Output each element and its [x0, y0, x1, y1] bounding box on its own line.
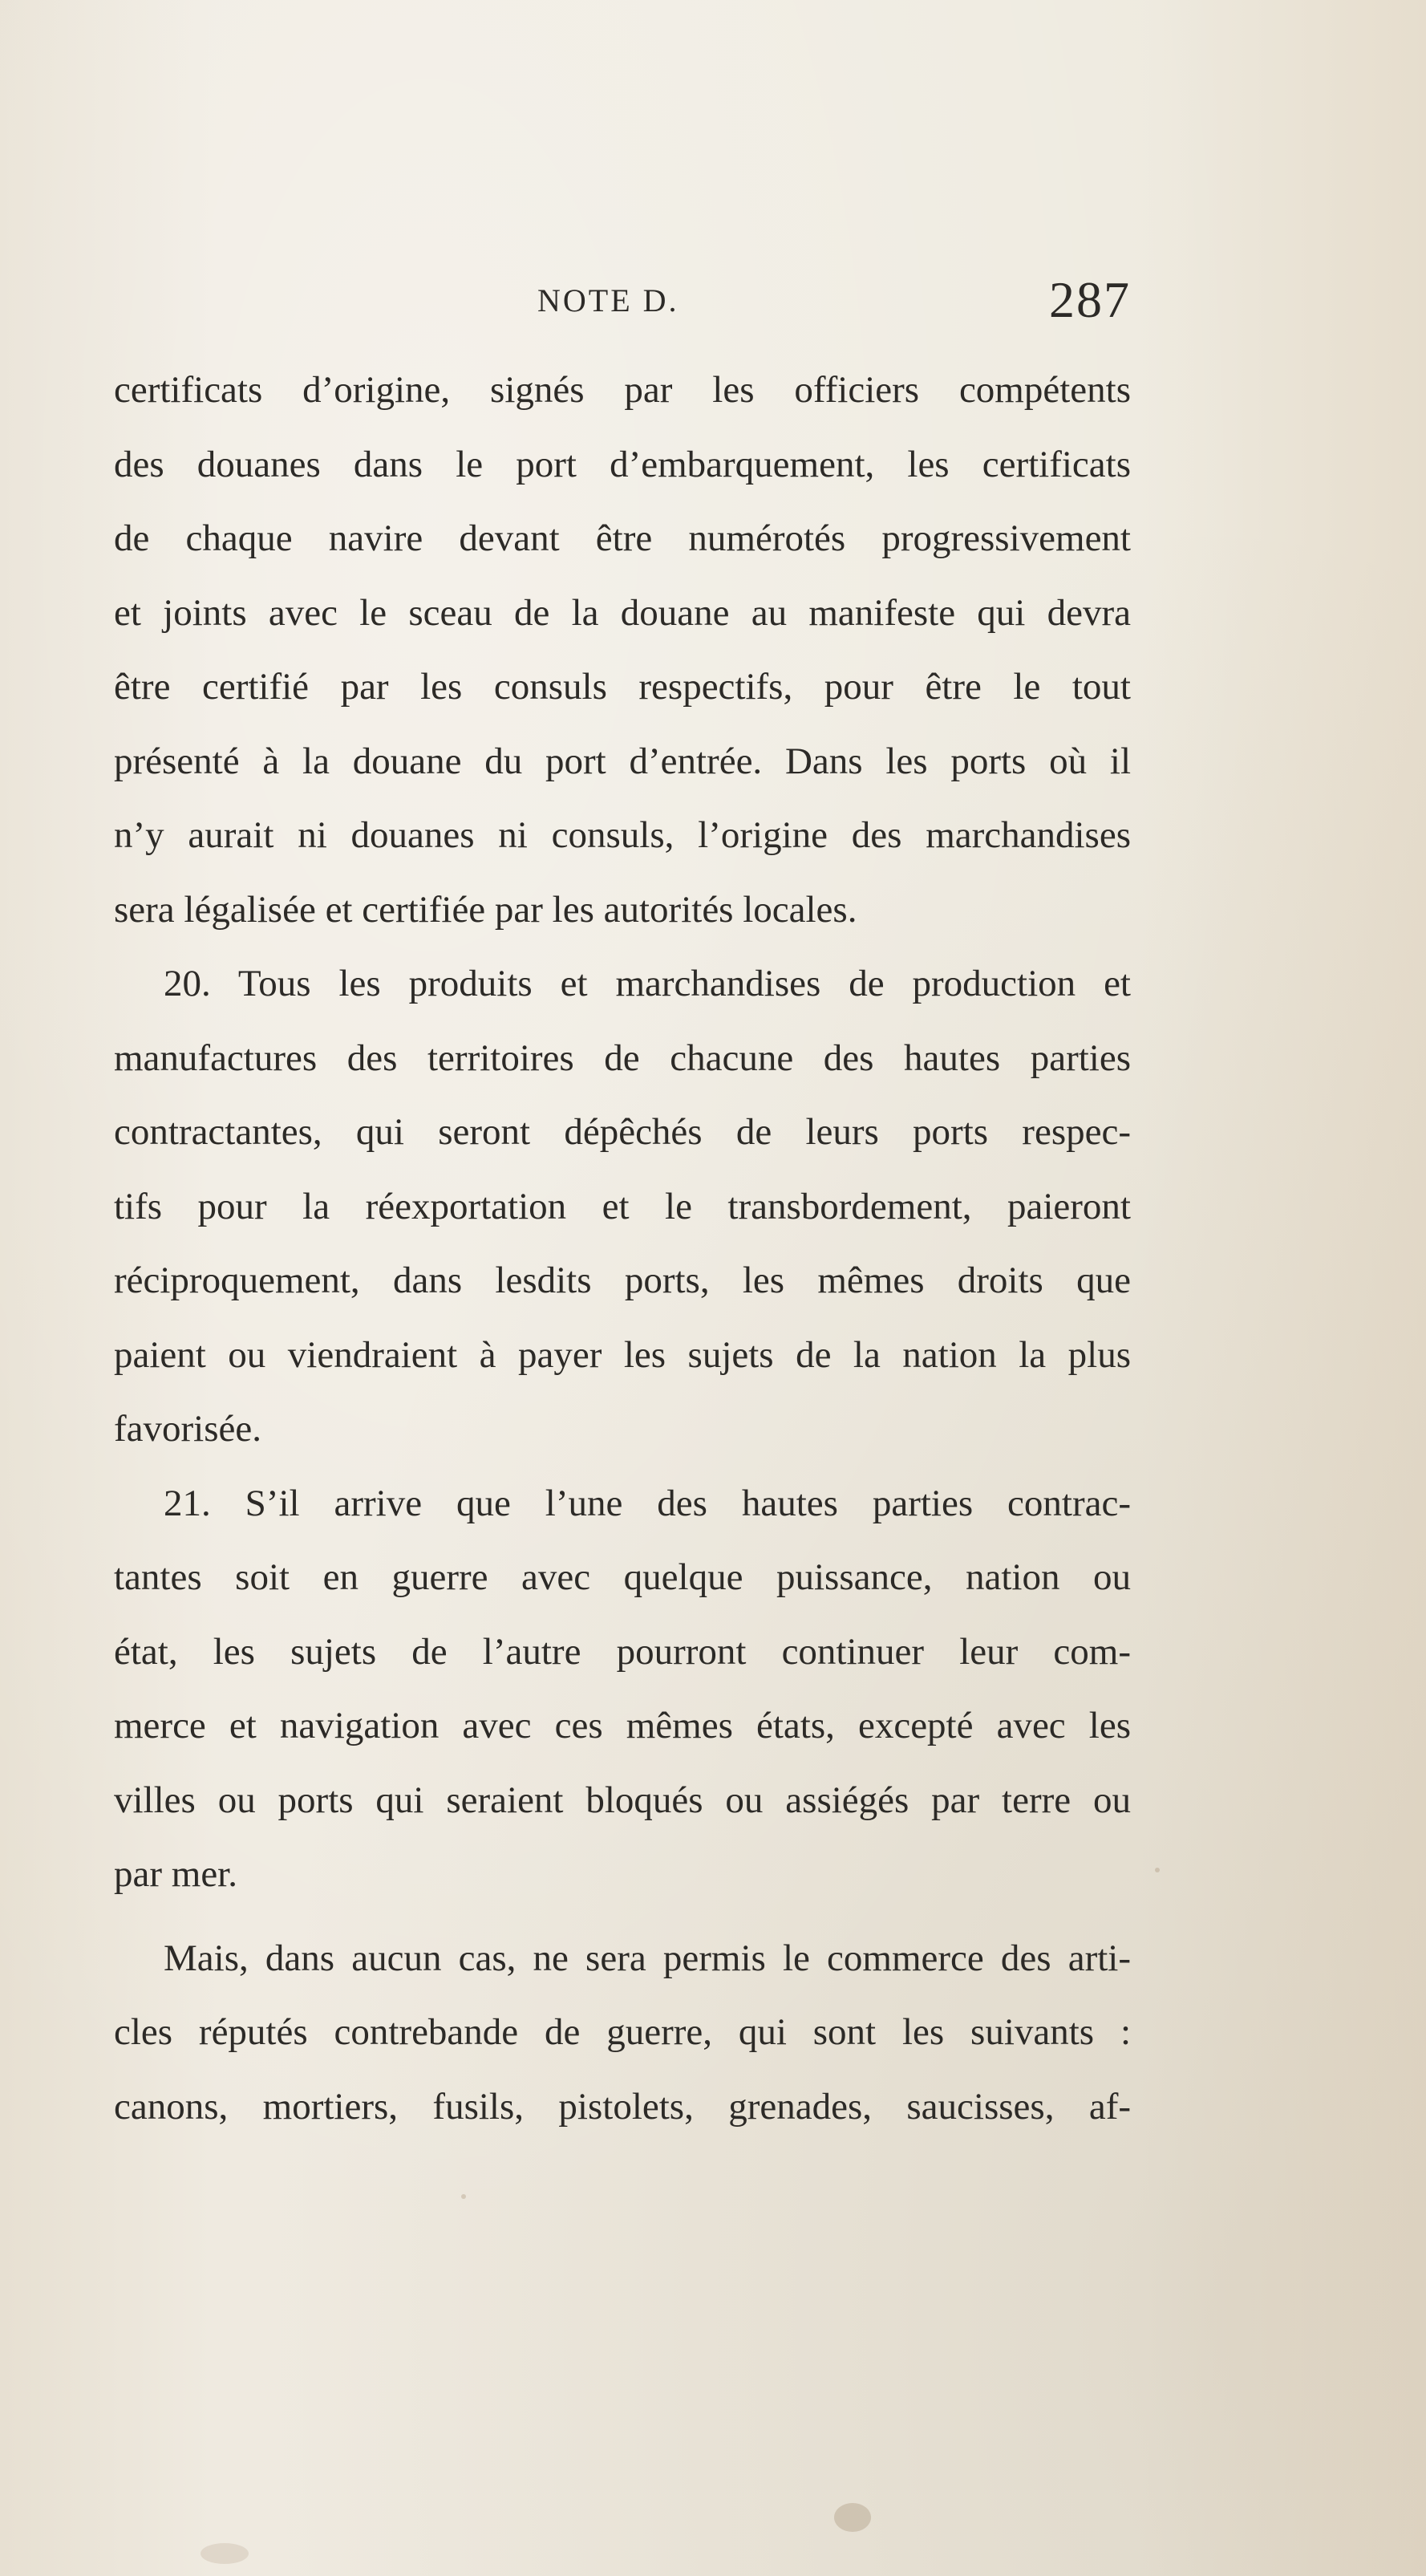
text-line: par mer. [114, 1853, 237, 1895]
foxing-spot [834, 2503, 871, 2532]
article-20-first-line: 20. Tous les produits et marchandises de production et [164, 963, 1131, 1004]
text-line: de chaque navire devant être numérotés progressivement [114, 517, 1131, 559]
text-line: favorisée. [114, 1408, 261, 1450]
text-line: cles réputés contrebande de guerre, qui sont les suivants : [114, 2011, 1131, 2053]
paragraph-gap [114, 1912, 1131, 1921]
text-line: sera légalisée et certifiée par les autorités locales. [114, 888, 857, 931]
text-line: état, les sujets de l’autre pourront continuer leur com- [114, 1630, 1131, 1673]
text-line: des douanes dans le port d’embarquement, les certificats [114, 443, 1131, 485]
text-line: manufactures des territoires de chacune des hautes parties [114, 1036, 1131, 1079]
text-line: réciproquement, dans lesdits ports, les mêmes droits que [114, 1260, 1131, 1301]
foxing-spot [201, 2543, 249, 2564]
page-header [112, 271, 1131, 333]
running-head: NOTE D. [537, 282, 679, 318]
page-number: 287 [1049, 271, 1131, 328]
text-line: paient ou viendraient à payer les sujets de la nation la plus [114, 1333, 1131, 1376]
text-line: présenté à la douane du port d’entrée. Dans les ports où il [114, 740, 1131, 782]
foxing-spot [461, 2194, 466, 2199]
foxing-spot [1155, 1868, 1160, 1872]
text-line: villes ou ports qui seraient bloqués ou assiégés par terre ou [114, 1779, 1131, 1821]
text-line: merce et navigation avec ces mêmes états, excepté avec les [114, 1705, 1131, 1746]
text-line: et joints avec le sceau de la douane au manifeste qui devra [114, 591, 1131, 634]
text-line: contractantes, qui seront dépêchés de leurs ports respec- [114, 1111, 1131, 1153]
text-line: n’y aurait ni douanes ni consuls, l’origine des marchandises [114, 814, 1131, 856]
text-line: certificats d’origine, signés par les officiers compétents [114, 369, 1131, 411]
text-line: tantes soit en guerre avec quelque puissance, nation ou [114, 1556, 1131, 1598]
text-line: être certifié par les consuls respectifs, pour être le tout [114, 666, 1131, 708]
text-line: canons, mortiers, fusils, pistolets, grenades, saucisses, af- [114, 2085, 1131, 2128]
article-21-first-line: 21. S’il arrive que l’une des hautes parties contrac- [164, 1482, 1131, 1524]
text-line: tifs pour la réexportation et le transbordement, paieront [114, 1185, 1131, 1227]
body-text [114, 353, 1131, 2144]
paragraph-first-line: Mais, dans aucun cas, ne sera permis le commerce des arti- [164, 1937, 1131, 1979]
